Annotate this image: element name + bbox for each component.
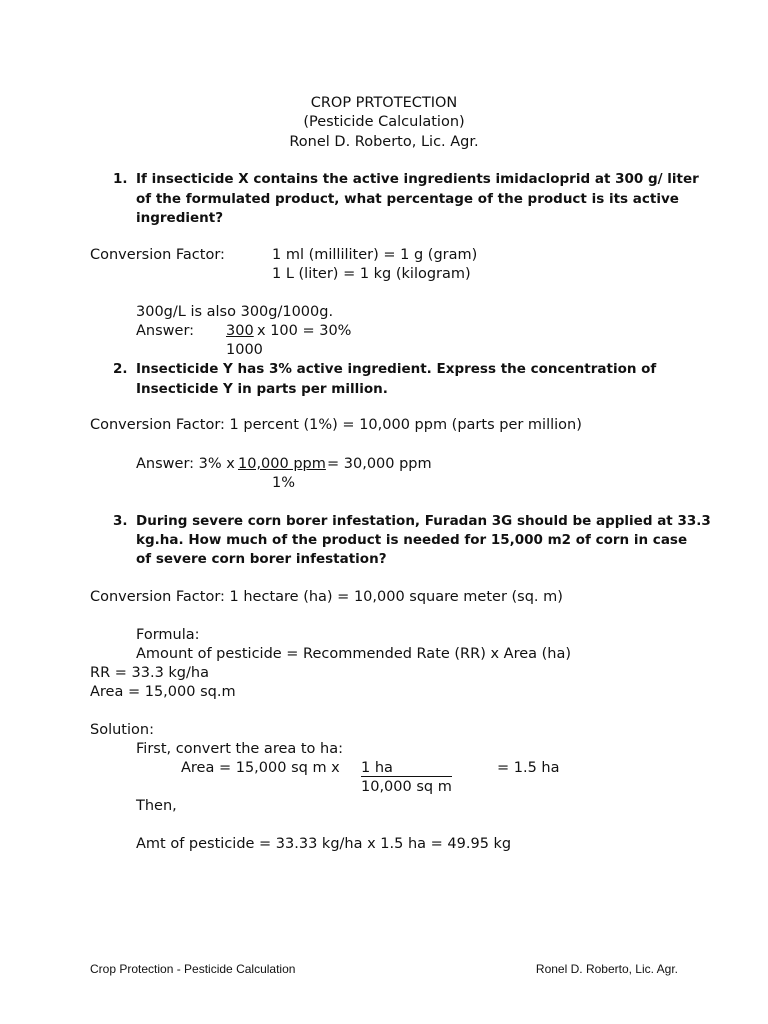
page-subtitle: (Pesticide Calculation) xyxy=(303,114,465,130)
q3-fraction-result: = 1.5 ha xyxy=(497,760,560,776)
q2-number: 2. xyxy=(113,361,128,377)
q2-answer-prefix: Answer: 3% x xyxy=(136,456,235,472)
q3-formula: Amount of pesticide = Recommended Rate (RR) x Area (ha) xyxy=(136,646,572,662)
q1-answer-denominator: 1000 xyxy=(226,342,263,358)
q1-note: 300g/L is also 300g/1000g. xyxy=(136,304,334,320)
footer-left: Crop Protection - Pesticide Calculation xyxy=(90,962,296,976)
q1-conversion-2: 1 L (liter) = 1 kg (kilogram) xyxy=(272,266,471,282)
q3-text-line-1: During severe corn borer infestation, Furadan 3G should be applied at 33.3 xyxy=(136,513,711,529)
author-line: Ronel D. Roberto, Lic. Agr. xyxy=(289,134,479,150)
q3-amount: Amt of pesticide = 33.33 kg/ha x 1.5 ha = 49.95 kg xyxy=(136,836,512,852)
q1-conversion-1: 1 ml (milliliter) = 1 g (gram) xyxy=(272,247,478,263)
q3-fraction-numerator: 1 ha xyxy=(361,760,393,776)
q1-answer-numerator: 300 xyxy=(226,323,254,339)
q1-text-line-3: ingredient? xyxy=(136,210,224,226)
q2-text-line-1: Insecticide Y has 3% active ingredient. Express the concentration of xyxy=(136,361,657,377)
q1-text-line-1: If insecticide X contains the active ingredients imidacloprid at 300 g/ liter xyxy=(136,171,699,187)
q2-answer-denominator: 1% xyxy=(272,475,296,491)
q3-fraction-denominator: 10,000 sq m xyxy=(361,779,452,795)
q3-fraction-bar xyxy=(361,776,452,777)
q3-formula-label: Formula: xyxy=(136,627,200,643)
q3-then: Then, xyxy=(136,798,177,814)
q2-text-line-2: Insecticide Y in parts per million. xyxy=(136,381,388,397)
q3-text-line-2: kg.ha. How much of the product is needed for 15,000 m2 of corn in case xyxy=(136,532,688,548)
q3-text-line-3: of severe corn borer infestation? xyxy=(136,551,387,567)
q1-number: 1. xyxy=(113,171,128,187)
q3-rr: RR = 33.3 kg/ha xyxy=(90,665,209,681)
q3-step-1: First, convert the area to ha: xyxy=(136,741,344,757)
q3-area-expression: Area = 15,000 sq m x xyxy=(181,760,340,776)
q3-number: 3. xyxy=(113,513,128,529)
q2-conversion: Conversion Factor: 1 percent (1%) = 10,000 ppm (parts per million) xyxy=(90,417,582,433)
q3-conversion: Conversion Factor: 1 hectare (ha) = 10,000 square meter (sq. m) xyxy=(90,589,563,605)
q2-answer-numerator: 10,000 ppm xyxy=(238,456,326,472)
q1-text-line-2: of the formulated product, what percentage of the product is its active xyxy=(136,191,679,207)
page-title: CROP PRTOTECTION xyxy=(310,95,458,111)
q3-area: Area = 15,000 sq.m xyxy=(90,684,236,700)
q1-answer-label: Answer: xyxy=(136,323,195,339)
q1-conversion-label: Conversion Factor: xyxy=(90,247,225,263)
footer-right: Ronel D. Roberto, Lic. Agr. xyxy=(535,962,678,976)
q2-answer-result: = 30,000 ppm xyxy=(327,456,432,472)
q3-solution-label: Solution: xyxy=(90,722,154,738)
q1-answer-result: x 100 = 30% xyxy=(257,323,352,339)
